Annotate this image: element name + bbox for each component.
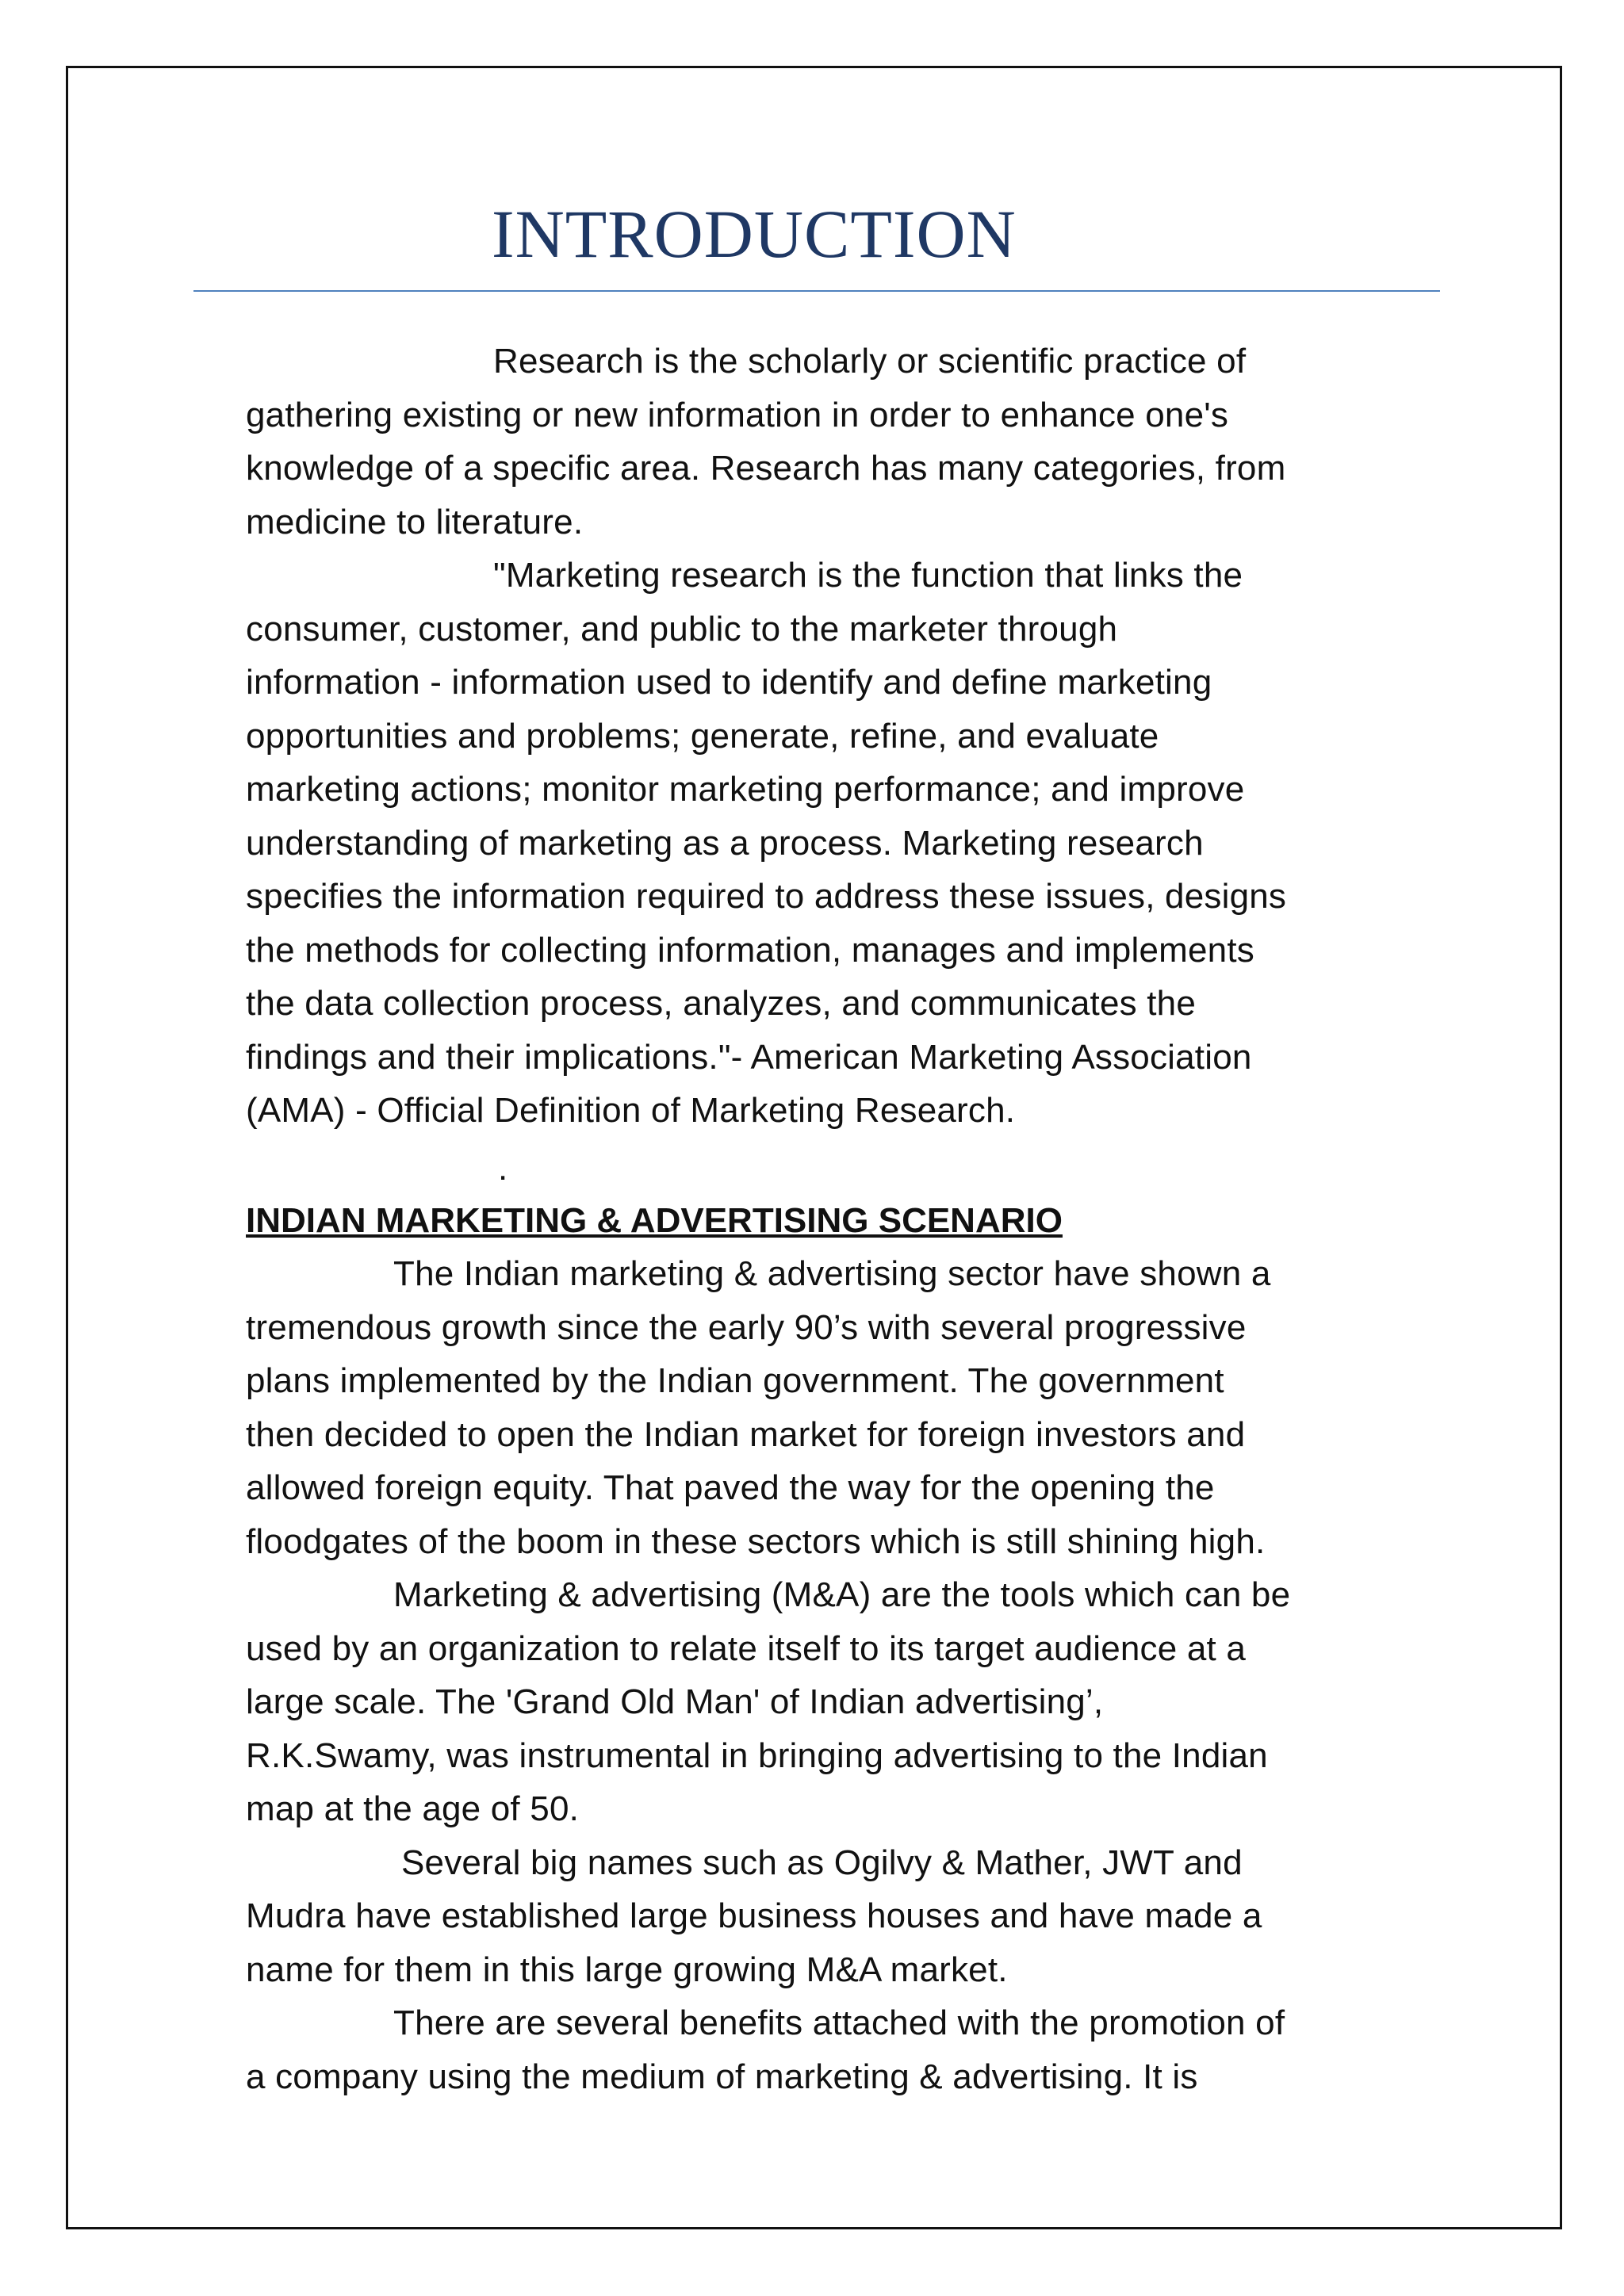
scenario-body bbox=[246, 1247, 1451, 2103]
text-line: understanding of marketing as a process. Marketing research bbox=[246, 823, 1204, 863]
scenario-paragraph-tools bbox=[246, 1568, 1451, 1836]
text-line: medicine to literature. bbox=[246, 502, 584, 541]
text-line: large scale. The 'Grand Old Man' of Indian advertising’, bbox=[246, 1682, 1104, 1721]
text-line: then decided to open the Indian market for foreign investors and bbox=[246, 1414, 1246, 1454]
section-heading: INDIAN MARKETING & ADVERTISING SCENARIO bbox=[246, 1201, 1063, 1240]
text-line: knowledge of a specific area. Research has many categories, from bbox=[246, 449, 1286, 488]
text-line: the methods for collecting information, manages and implements bbox=[246, 930, 1254, 970]
scenario-paragraph-benefits bbox=[246, 1996, 1451, 2103]
text-line: name for them in this large growing M&A market. bbox=[246, 1950, 1008, 1989]
page-title: INTRODUCTION bbox=[492, 196, 1017, 272]
text-line: map at the age of 50. bbox=[246, 1789, 580, 1828]
text-line: the data collection process, analyzes, and communicates the bbox=[246, 984, 1197, 1023]
text-line: information - information used to identify and define marketing bbox=[246, 663, 1212, 702]
text-line: used by an organization to relate itself to its target audience at a bbox=[246, 1628, 1247, 1668]
text-line: R.K.Swamy, was instrumental in bringing advertising to the Indian bbox=[246, 1735, 1268, 1775]
text-line: The Indian marketing & advertising sector have shown a bbox=[393, 1254, 1271, 1293]
title-underline-rule bbox=[193, 290, 1440, 292]
scenario-paragraph-big-names bbox=[246, 1836, 1451, 1997]
text-line: There are several benefits attached with the promotion of bbox=[393, 2003, 1285, 2042]
text-line: (AMA) - Official Definition of Marketing Research. bbox=[246, 1091, 1016, 1130]
text-line: plans implemented by the Indian government. The government bbox=[246, 1361, 1224, 1400]
introduction-body bbox=[246, 335, 1451, 1138]
text-line: allowed foreign equity. That paved the way for the opening the bbox=[246, 1468, 1215, 1507]
text-line: a company using the medium of marketing & advertising. It is bbox=[246, 2057, 1198, 2096]
text-line: opportunities and problems; generate, refine, and evaluate bbox=[246, 716, 1159, 756]
separator-dot: . bbox=[498, 1149, 508, 1188]
scenario-paragraph-growth bbox=[246, 1247, 1451, 1568]
text-line: tremendous growth since the early 90’s with several progressive bbox=[246, 1307, 1247, 1347]
text-line: gathering existing or new information in order to enhance one's bbox=[246, 395, 1229, 434]
text-line: Mudra have established large business houses and have made a bbox=[246, 1896, 1262, 1935]
text-line: findings and their implications."- American Marketing Association bbox=[246, 1037, 1252, 1077]
text-line: Several big names such as Ogilvy & Mather, JWT and bbox=[401, 1843, 1243, 1882]
text-line: Research is the scholarly or scientific practice of bbox=[493, 342, 1247, 381]
text-line: specifies the information required to address these issues, designs bbox=[246, 877, 1287, 916]
text-line: marketing actions; monitor marketing performance; and improve bbox=[246, 770, 1245, 809]
text-line: Marketing & advertising (M&A) are the tools which can be bbox=[393, 1575, 1291, 1614]
text-line: consumer, customer, and public to the marketer through bbox=[246, 609, 1118, 649]
intro-paragraph-ama-definition bbox=[246, 549, 1451, 1138]
text-line: floodgates of the boom in these sectors which is still shining high. bbox=[246, 1521, 1266, 1561]
intro-paragraph-research bbox=[246, 335, 1451, 549]
text-line: "Marketing research is the function that links the bbox=[493, 556, 1243, 595]
